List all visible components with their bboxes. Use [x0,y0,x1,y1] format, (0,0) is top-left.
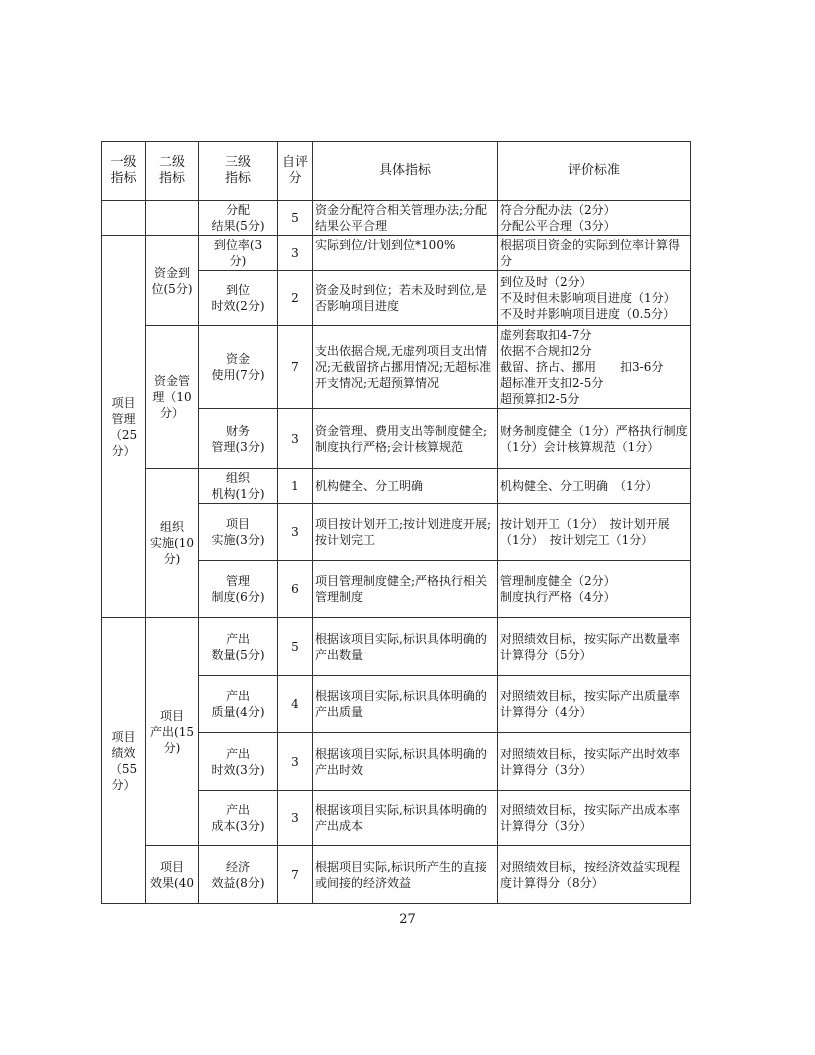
score-cell: 6 [278,561,313,618]
page-number: 27 [399,912,416,927]
score-cell: 7 [278,846,313,904]
empty-cell [146,201,199,236]
header-specific-indicator: 具体指标 [313,142,498,201]
table-row [102,846,691,904]
header-row [102,142,691,201]
evaluation-table-container [101,141,690,904]
eval-cell: 虚列套取扣4-7分 依据不合规扣2分 截留、挤占、挪用 扣3-6分 超标准开支扣2-5分 超预算扣2-5分 [498,326,691,409]
table-row [102,469,691,504]
level3-cell: 产出 成本(3分) [199,791,278,846]
level3-cell: 产出 数量(5分) [199,618,278,676]
level3-cell: 管理 制度(6分) [199,561,278,618]
table-row [102,201,691,236]
level3-cell: 产出 时效(3分) [199,733,278,791]
spec-cell: 根据该项目实际,标识具体明确的产出时效 [313,733,498,791]
score-cell: 3 [278,791,313,846]
table-row [102,618,691,676]
eval-cell: 根据项目资金的实际到位率计算得分 [498,236,691,271]
level1-project-performance: 项目 绩效 （55 分） [102,618,146,904]
level2-funds-arrival: 资金到 位(5分) [146,236,199,326]
score-cell: 1 [278,469,313,504]
level2-project-output: 项目 产出(15 分) [146,618,199,846]
spec-cell: 资金管理、费用支出等制度健全;制度执行严格;会计核算规范 [313,409,498,469]
level3-cell: 到位 时效(2分) [199,271,278,326]
evaluation-table [101,141,691,904]
spec-cell: 根据该项目实际,标识具体明确的产出质量 [313,676,498,733]
eval-cell: 管理制度健全（2分） 制度执行严格（4分） [498,561,691,618]
level3-cell: 项目 实施(3分) [199,504,278,561]
spec-cell: 根据项目实际,标识所产生的直接或间接的经济效益 [313,846,498,904]
score-cell: 3 [278,733,313,791]
eval-cell: 符合分配办法（2分） 分配公平合理（3分） [498,201,691,236]
score-cell: 3 [278,236,313,271]
level3-cell: 分配 结果(5分) [199,201,278,236]
eval-cell: 机构健全、分工明确 （1分） [498,469,691,504]
spec-cell: 项目管理制度健全;严格执行相关管理制度 [313,561,498,618]
score-cell: 3 [278,504,313,561]
level2-org-implementation: 组织 实施(10 分) [146,469,199,618]
level1-project-management: 项目 管理 （25 分） [102,236,146,618]
table-row [102,326,691,409]
header-evaluation-criteria: 评价标准 [498,142,691,201]
eval-cell: 对照绩效目标，按实际产出时效率计算得分（3分） [498,733,691,791]
eval-cell: 对照绩效目标，按实际产出数量率计算得分（5分） [498,618,691,676]
eval-cell: 财务制度健全（1分）严格执行制度（1分）会计核算规范（1分） [498,409,691,469]
level3-cell: 到位率(3 分) [199,236,278,271]
eval-cell: 按计划开工（1分） 按计划开展（1分） 按计划完工（1分） [498,504,691,561]
spec-cell: 资金分配符合相关管理办法;分配结果公平合理 [313,201,498,236]
level3-cell: 产出 质量(4分) [199,676,278,733]
table-row [102,236,691,271]
empty-cell [102,201,146,236]
level2-funds-management: 资金管 理（10 分） [146,326,199,469]
spec-cell: 根据该项目实际,标识具体明确的产出成本 [313,791,498,846]
score-cell: 4 [278,676,313,733]
spec-cell: 实际到位/计划到位*100% [313,236,498,271]
eval-cell: 对照绩效目标，按实际产出成本率计算得分（3分） [498,791,691,846]
level3-cell: 资金 使用(7分) [199,326,278,409]
score-cell: 2 [278,271,313,326]
score-cell: 7 [278,326,313,409]
spec-cell: 支出依据合规,无虚列项目支出情况;无截留挤占挪用情况;无超标准开支情况;无超预算情况 [313,326,498,409]
level3-cell: 组织 机构(1分) [199,469,278,504]
eval-cell: 到位及时（2分） 不及时但未影响项目进度（1分） 不及时并影响项目进度（0.5分） [498,271,691,326]
header-level1: 一级 指标 [102,142,146,201]
spec-cell: 机构健全、分工明确 [313,469,498,504]
header-level2: 二级 指标 [146,142,199,201]
spec-cell: 资金及时到位；若未及时到位,是否影响项目进度 [313,271,498,326]
spec-cell: 根据该项目实际,标识具体明确的产出数量 [313,618,498,676]
spec-cell: 项目按计划开工;按计划进度开展;按计划完工 [313,504,498,561]
header-self-score: 自评 分 [278,142,313,201]
score-cell: 3 [278,409,313,469]
eval-cell: 对照绩效目标，按实际产出质量率计算得分（4分） [498,676,691,733]
level2-project-effect: 项目 效果(40 [146,846,199,904]
eval-cell: 对照绩效目标，按经济效益实现程度计算得分（8分） [498,846,691,904]
level3-cell: 经济 效益(8分) [199,846,278,904]
header-level3: 三级 指标 [199,142,278,201]
score-cell: 5 [278,201,313,236]
score-cell: 5 [278,618,313,676]
level3-cell: 财务 管理(3分) [199,409,278,469]
